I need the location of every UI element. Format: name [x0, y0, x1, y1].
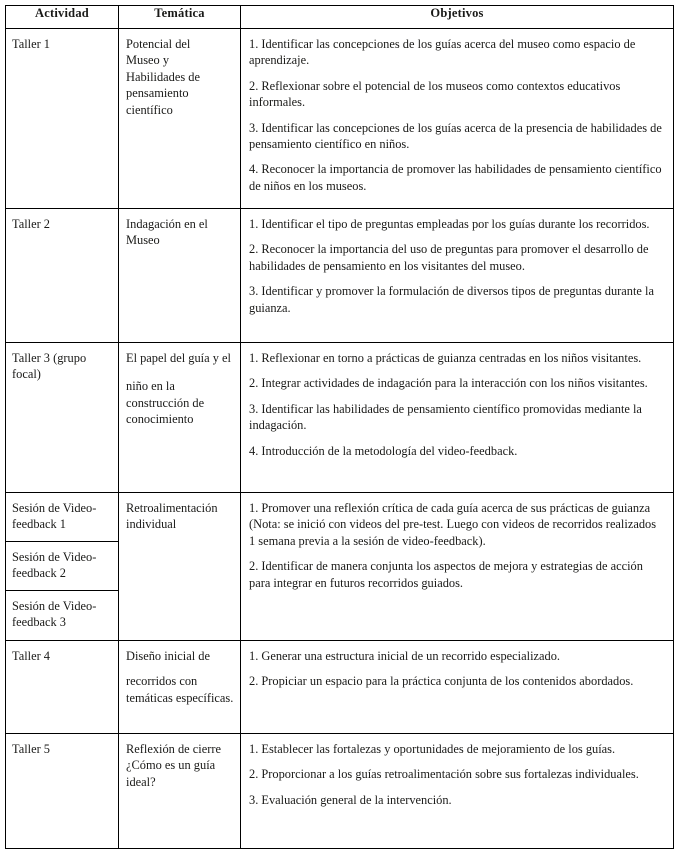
- tematica-line: ideal?: [126, 774, 156, 789]
- table-row: [6, 734, 674, 849]
- tematica-line: Retroalimentación: [126, 501, 218, 515]
- objective-item: 1. Establecer las fortalezas y oportunidades de mejoramiento de los guías.: [249, 742, 616, 756]
- objective-item: 1. Identificar el tipo de preguntas empleadas por los guías durante los recorridos.: [249, 217, 650, 231]
- activity-cell: [6, 734, 119, 849]
- objective-item: 1. Promover una reflexión crítica de cada guía acerca de sus prácticas de guianza (Nota: se inició con videos del pre-test. Luego con videos de recorridos realizados 1 semana previa a la sesión de video-feedback).: [249, 501, 657, 548]
- table-header-row: [6, 6, 674, 29]
- activity-cell: [6, 641, 119, 734]
- activity-label: Taller 3 (grupo focal): [12, 351, 87, 382]
- activity-cell: [6, 343, 119, 493]
- list-item: [6, 590, 118, 638]
- activity-cell: [6, 29, 119, 209]
- objective-item: 2. Reflexionar sobre el potencial de los museos como contextos educativos informales.: [249, 78, 621, 110]
- activity-label: Taller 5: [12, 742, 51, 756]
- tematica-line: científico: [126, 102, 173, 117]
- tematica-cell: [119, 343, 241, 493]
- activity-cell: [6, 209, 119, 343]
- list-item: [6, 541, 118, 590]
- objective-item: 3. Evaluación general de la intervención.: [249, 792, 452, 807]
- tematica-line: Indagación en el: [126, 217, 208, 231]
- activity-label: Taller 2: [12, 217, 51, 231]
- tematica-cell: [119, 734, 241, 849]
- list-item: [6, 493, 118, 541]
- tematica-paragraph: Diseño inicial de: [126, 649, 210, 663]
- tematica-paragraph: El papel del guía y el: [126, 351, 231, 365]
- activity-cell-grouped: [6, 493, 119, 641]
- intervention-activities-table: [5, 5, 674, 849]
- table-body: [6, 29, 674, 849]
- activity-label: Taller 4: [12, 649, 51, 663]
- table-row: [6, 343, 674, 493]
- tematica-line: Potencial del: [126, 37, 191, 51]
- objective-item: 2. Identificar de manera conjunta los aspectos de mejora y estrategias de acción para integrar en futuros recorridos guiados.: [249, 559, 643, 590]
- table-row: [6, 493, 674, 641]
- objective-item: 3. Identificar las habilidades de pensamiento científico promovidas mediante la indagación.: [249, 401, 642, 433]
- tematica-cell: [119, 641, 241, 734]
- tematica-line: individual: [126, 517, 177, 532]
- table-row: [6, 641, 674, 734]
- objetivos-cell: [241, 29, 674, 209]
- objective-item: 3. Identificar las concepciones de los guías acerca de la presencia de habilidades de pensamiento científico en niños.: [249, 120, 662, 152]
- column-header-objetivos: Objetivos: [241, 6, 674, 29]
- tematica-line: ¿Cómo es un guía: [126, 758, 216, 773]
- table-row: [6, 209, 674, 343]
- tematica-line: Museo y: [126, 53, 170, 68]
- table-header: [6, 6, 674, 29]
- column-header-activity: Actividad: [6, 6, 119, 29]
- objective-item: 1. Generar una estructura inicial de un recorrido especializado.: [249, 649, 560, 663]
- tematica-line: Museo: [126, 233, 160, 248]
- tematica-line: pensamiento: [126, 86, 189, 101]
- activity-label: Sesión de Video-feedback 3: [6, 590, 118, 638]
- objective-item: 2. Integrar actividades de indagación para la interacción con los niños visitantes.: [249, 376, 648, 391]
- table-row: [6, 29, 674, 209]
- objective-item: 2. Propiciar un espacio para la práctica conjunta de los contenidos abordados.: [249, 674, 634, 689]
- tematica-cell: [119, 209, 241, 343]
- objective-item: 3. Identificar y promover la formulación de diversos tipos de preguntas durante la guianza.: [249, 284, 654, 315]
- tematica-paragraph: niño en la construcción de conocimiento: [126, 379, 205, 427]
- objective-item: 4. Reconocer la importancia de promover las habilidades de pensamiento científico de niños en los museos.: [249, 162, 662, 193]
- objective-item: 1. Identificar las concepciones de los guías acerca del museo como espacio de aprendizaje.: [249, 37, 636, 68]
- objective-item: 2. Proporcionar a los guías retroalimentación sobre sus fortalezas individuales.: [249, 767, 639, 782]
- objective-item: 1. Reflexionar en torno a prácticas de guianza centradas en los niños visitantes.: [249, 351, 642, 365]
- objetivos-cell: [241, 209, 674, 343]
- tematica-cell: [119, 29, 241, 209]
- objetivos-cell: [241, 641, 674, 734]
- tematica-cell: [119, 493, 241, 641]
- column-header-tematica: Temática: [119, 6, 241, 29]
- tematica-line: Habilidades de: [126, 69, 200, 84]
- objective-item: 2. Reconocer la importancia del uso de preguntas para promover el desarrollo de habilidades de pensamiento en los visitantes del museo.: [249, 242, 649, 273]
- objetivos-cell: [241, 343, 674, 493]
- activity-label: Sesión de Video-feedback 1: [6, 493, 118, 541]
- tematica-line: Reflexión de cierre: [126, 742, 221, 756]
- video-feedback-session-list: [6, 493, 118, 638]
- tematica-paragraph: recorridos con temáticas específicas.: [126, 674, 234, 705]
- activity-label: Sesión de Video-feedback 2: [6, 541, 118, 590]
- objetivos-cell: [241, 734, 674, 849]
- objetivos-cell: [241, 493, 674, 641]
- activity-label: Taller 1: [12, 37, 51, 51]
- objective-item: 4. Introducción de la metodología del video-feedback.: [249, 443, 518, 458]
